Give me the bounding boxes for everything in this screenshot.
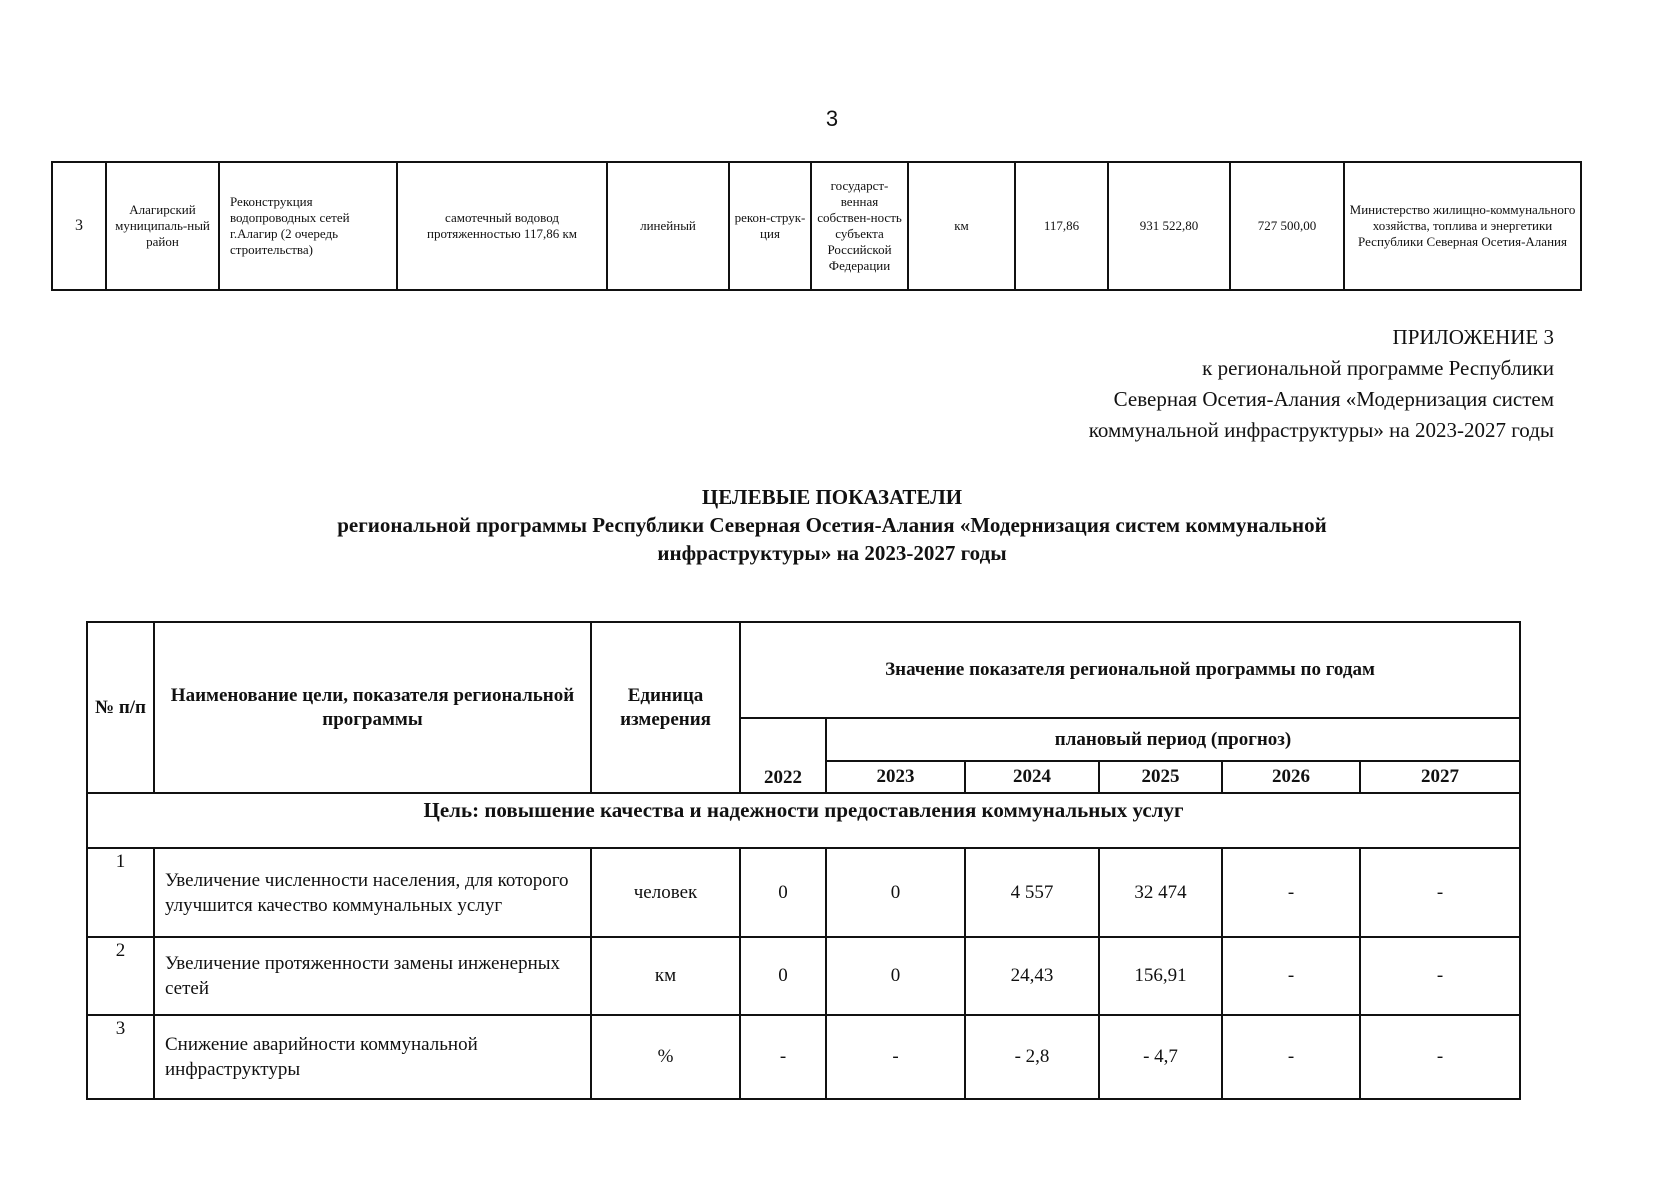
value-cell: - 4,7	[1099, 1015, 1222, 1099]
indicator-name: Увеличение протяженности замены инженерных сетей	[154, 937, 591, 1015]
district-cell: Алагирский муниципаль-ный район	[106, 162, 219, 290]
header-year: 2027	[1360, 761, 1520, 793]
value-cell: 156,91	[1099, 937, 1222, 1015]
title-line: региональной программы Республики Северная Осетия-Алания «Модернизация систем коммунальной	[337, 513, 1327, 537]
header-values: Значение показателя региональной программы по годам	[740, 622, 1520, 718]
goal-row: Цель: повышение качества и надежности предоставления коммунальных услуг	[87, 793, 1520, 848]
value-cell: -	[740, 1015, 826, 1099]
table-row	[87, 937, 1520, 1015]
appendix-heading: ПРИЛОЖЕНИЕ 3	[1392, 325, 1554, 349]
appendix-block	[1089, 322, 1554, 446]
value-cell: 32 474	[1099, 848, 1222, 937]
appendix-line: к региональной программе Республики	[1202, 356, 1554, 380]
appendix-line: коммунальной инфраструктуры» на 2023-2027 годы	[1088, 418, 1554, 442]
value-cell: 24,43	[965, 937, 1099, 1015]
header-year: 2023	[826, 761, 965, 793]
value-cell: 4 557	[965, 848, 1099, 937]
cost-total-cell: 931 522,80	[1108, 162, 1230, 290]
header-unit: Единица измерения	[591, 622, 740, 793]
value-cell: -	[1222, 1015, 1360, 1099]
target-indicators-table	[86, 621, 1521, 1100]
header-planned: плановый период (прогноз)	[826, 718, 1520, 761]
value-cell: - 2,8	[965, 1015, 1099, 1099]
header-name: Наименование цели, показателя региональной программы	[154, 622, 591, 793]
unit-cell: км	[908, 162, 1015, 290]
cost-budget-cell: 727 500,00	[1230, 162, 1344, 290]
row-number: 1	[87, 848, 154, 937]
value-cell: 0	[826, 937, 965, 1015]
value-cell: -	[1222, 937, 1360, 1015]
appendix-line: Северная Осетия-Алания «Модернизация систем	[1113, 387, 1554, 411]
top-objects-table	[51, 161, 1582, 291]
value-cell: 0	[740, 937, 826, 1015]
object-cell: Реконструкция водопроводных сетей г.Алагир (2 очередь строительства)	[219, 162, 397, 290]
indicator-name: Снижение аварийности коммунальной инфраструктуры	[154, 1015, 591, 1099]
table-row	[52, 162, 1581, 290]
table-row	[87, 848, 1520, 937]
value-cell: 0	[826, 848, 965, 937]
value-cell: -	[1360, 1015, 1520, 1099]
indicator-unit: человек	[591, 848, 740, 937]
title-heading: ЦЕЛЕВЫЕ ПОКАЗАТЕЛИ	[701, 485, 963, 509]
capacity-cell: 117,86	[1015, 162, 1108, 290]
indicator-unit: %	[591, 1015, 740, 1099]
ownership-cell: государст-венная собствен-ность субъекта Российской Федерации	[811, 162, 908, 290]
value-cell: 0	[740, 848, 826, 937]
row-number: 3	[87, 1015, 154, 1099]
header-num: № п/п	[87, 622, 154, 793]
header-year: 2025	[1099, 761, 1222, 793]
indicator-unit: км	[591, 937, 740, 1015]
value-cell: -	[1222, 848, 1360, 937]
work-type-cell: рекон-струк-ция	[729, 162, 811, 290]
responsible-cell: Министерство жилищно-коммунального хозяйства, топлива и энергетики Республики Северная Осетия-Алания	[1344, 162, 1581, 290]
header-year: 2026	[1222, 761, 1360, 793]
document-title	[0, 483, 1664, 567]
table-row	[87, 1015, 1520, 1099]
header-year: 2024	[965, 761, 1099, 793]
value-cell: -	[1360, 848, 1520, 937]
page-number: 3	[825, 106, 839, 131]
indicator-name: Увеличение численности населения, для которого улучшится качество коммунальных услуг	[154, 848, 591, 937]
title-line: инфраструктуры» на 2023-2027 годы	[657, 541, 1007, 565]
value-cell: -	[826, 1015, 965, 1099]
description-cell: самотечный водовод протяженностью 117,86 км	[397, 162, 607, 290]
row-number: 2	[87, 937, 154, 1015]
object-type-cell: линейный	[607, 162, 729, 290]
row-number: 3	[52, 162, 106, 290]
header-year: 2022	[740, 718, 826, 793]
value-cell: -	[1360, 937, 1520, 1015]
